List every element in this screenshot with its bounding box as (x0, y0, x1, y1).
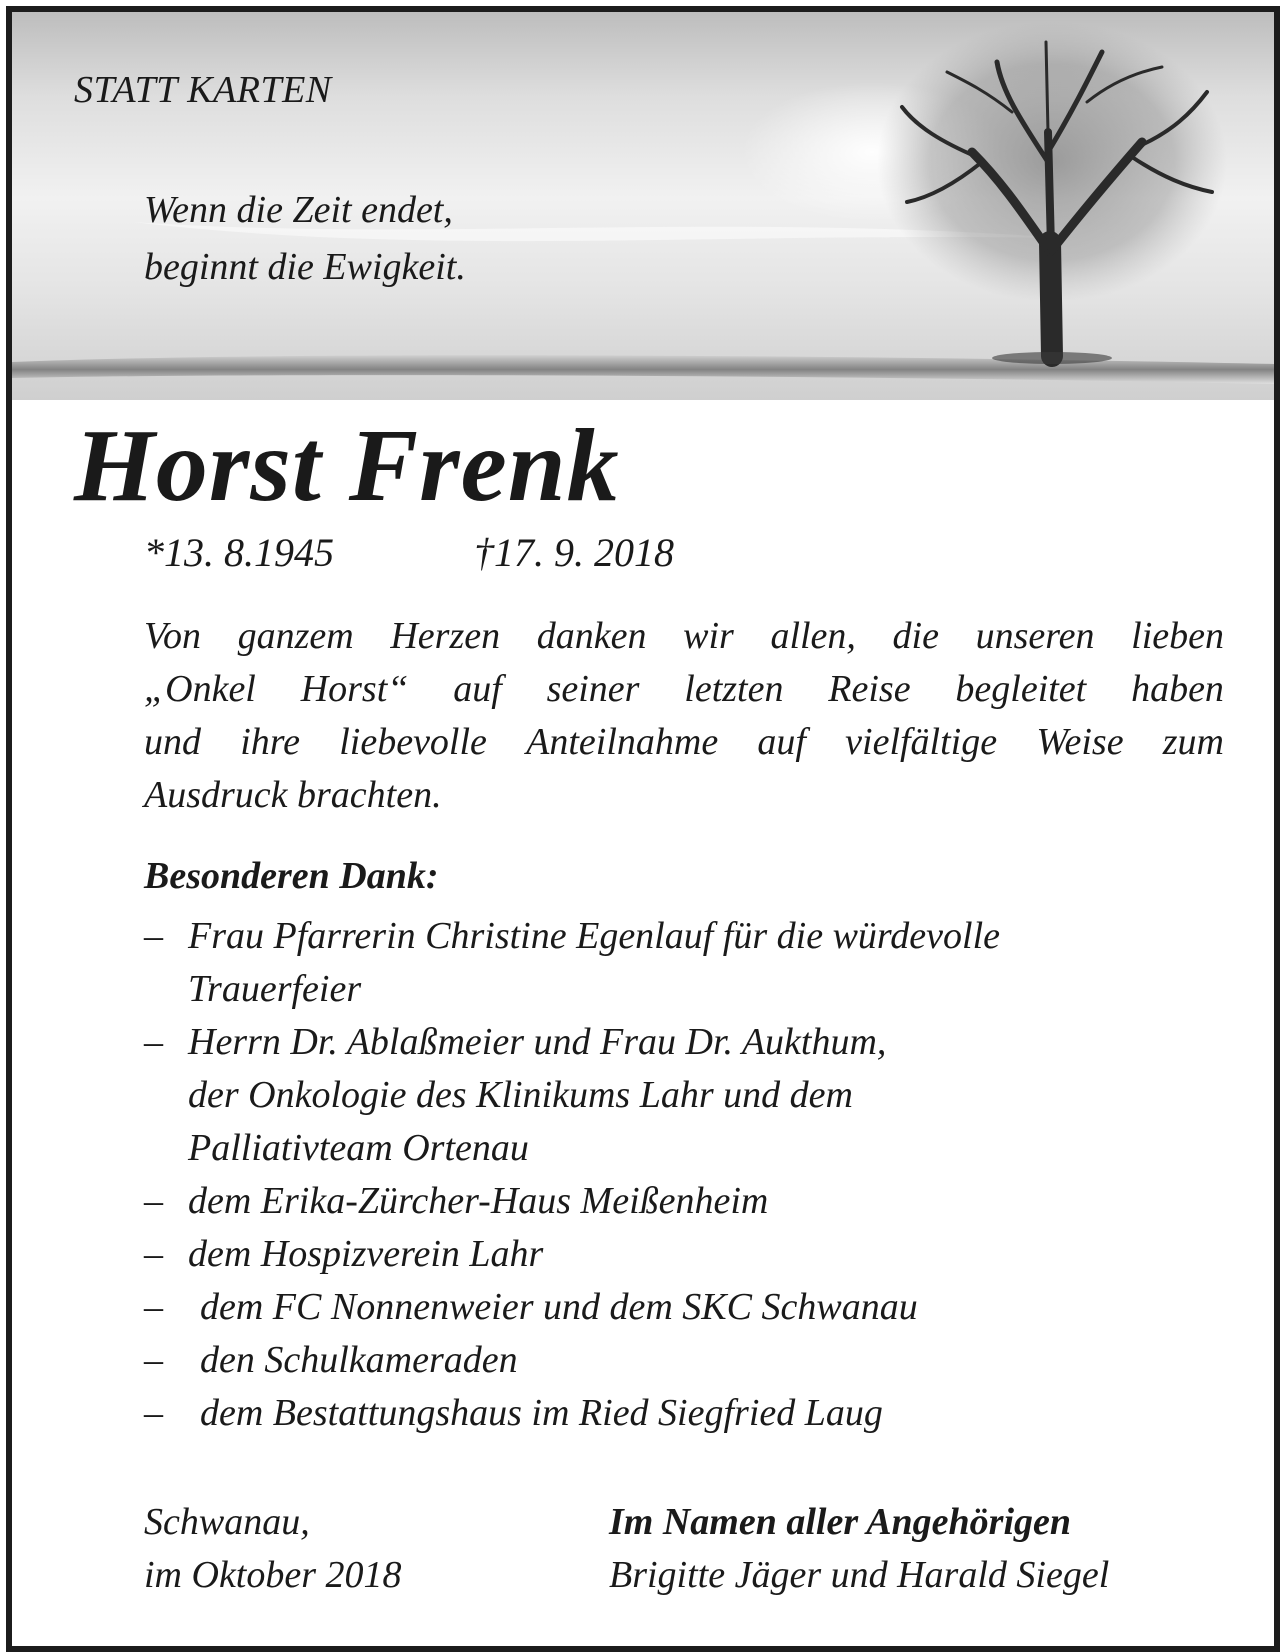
list-item-text (188, 1228, 543, 1281)
word: Anteilnahme (526, 721, 719, 763)
list-item (144, 910, 1244, 1016)
word: Von (144, 615, 201, 657)
special-thanks-heading: Besonderen Dank: (144, 855, 439, 897)
dash-bullet: – (144, 915, 163, 957)
word: ihre (240, 721, 301, 763)
word: die (892, 615, 939, 657)
list-item-line: dem Hospizverein Lahr (188, 1233, 544, 1275)
motto-line: beginnt die Ewigkeit. (144, 246, 466, 288)
list-item-line: Frau Pfarrerin Christine Egenlauf für die würdevolle (188, 915, 1001, 957)
word: Herzen (390, 615, 501, 657)
word: Ausdruck brachten. (144, 774, 442, 816)
dash-bullet: – (144, 1180, 163, 1222)
list-item-line: dem Bestattungshaus im Ried Siegfried Laug (200, 1392, 883, 1434)
list-item-line: dem FC Nonnenweier und dem SKC Schwanau (200, 1286, 918, 1328)
word: und (144, 721, 201, 763)
statt-karten-label: STATT KARTEN (74, 69, 332, 111)
word: allen, (770, 615, 856, 657)
death-date: †17. 9. 2018 (474, 530, 674, 575)
paragraph-line (144, 769, 1224, 822)
life-dates (144, 529, 674, 576)
word: haben (1131, 668, 1224, 710)
list-item-text (188, 910, 1000, 1016)
word: danken (536, 615, 647, 657)
list-item (144, 1016, 1244, 1175)
dash-bullet: – (144, 1339, 163, 1381)
list-item (144, 1175, 1244, 1228)
word: unseren (975, 615, 1095, 657)
word: Weise (1036, 721, 1124, 763)
word: wir (683, 615, 734, 657)
thank-you-paragraph (144, 610, 1224, 822)
word: lieben (1131, 615, 1224, 657)
list-item (144, 1334, 1244, 1387)
signature-heading: Im Namen aller Angehörigen (609, 1501, 1072, 1543)
list-item-line: dem Erika-Zürcher-Haus Meißenheim (188, 1180, 769, 1222)
word: begleitet (955, 668, 1087, 710)
list-item-text (188, 1175, 768, 1228)
list-item (144, 1387, 1244, 1440)
list-item-line: der Onkologie des Klinikums Lahr und dem (188, 1074, 853, 1116)
deceased-name: Horst Frenk (74, 408, 620, 523)
dash-bullet: – (144, 1233, 163, 1275)
word: Reise (828, 668, 911, 710)
list-item-line: Trauerfeier (188, 968, 362, 1010)
list-item (144, 1228, 1244, 1281)
list-item-text (188, 1016, 886, 1175)
word: Horst“ (300, 668, 409, 710)
month-year: im Oktober 2018 (144, 1554, 402, 1596)
motto-quote (144, 182, 466, 296)
dash-bullet: – (144, 1286, 163, 1328)
birth-date: *13. 8.1945 (144, 530, 334, 575)
signature-block (609, 1496, 1109, 1602)
paragraph-line (144, 716, 1224, 769)
word: auf (453, 668, 502, 710)
signatories: Brigitte Jäger und Harald Siegel (609, 1554, 1110, 1596)
list-item-line: Palliativteam Ortenau (188, 1127, 529, 1169)
list-item-text (200, 1281, 918, 1334)
list-item-text (200, 1334, 518, 1387)
list-item-text (200, 1387, 883, 1440)
header-banner (12, 12, 1274, 400)
list-item-line: Herrn Dr. Ablaßmeier und Frau Dr. Aukthum, (188, 1021, 887, 1063)
word: letzten (684, 668, 784, 710)
obituary-card (6, 6, 1280, 1652)
paragraph-line (144, 610, 1224, 663)
place: Schwanau, (144, 1501, 310, 1543)
word: „Onkel (144, 668, 256, 710)
paragraph-line (144, 663, 1224, 716)
dash-bullet: – (144, 1021, 163, 1063)
word: auf (757, 721, 806, 763)
word: liebevolle (339, 721, 487, 763)
word: vielfältige (845, 721, 998, 763)
list-item (144, 1281, 1244, 1334)
word: ganzem (237, 615, 354, 657)
word: seiner (546, 668, 640, 710)
list-item-line: den Schulkameraden (200, 1339, 518, 1381)
motto-line: Wenn die Zeit endet, (144, 189, 453, 231)
word: zum (1162, 721, 1224, 763)
place-and-date (144, 1496, 402, 1602)
dash-bullet: – (144, 1392, 163, 1434)
special-thanks-list (144, 910, 1244, 1440)
